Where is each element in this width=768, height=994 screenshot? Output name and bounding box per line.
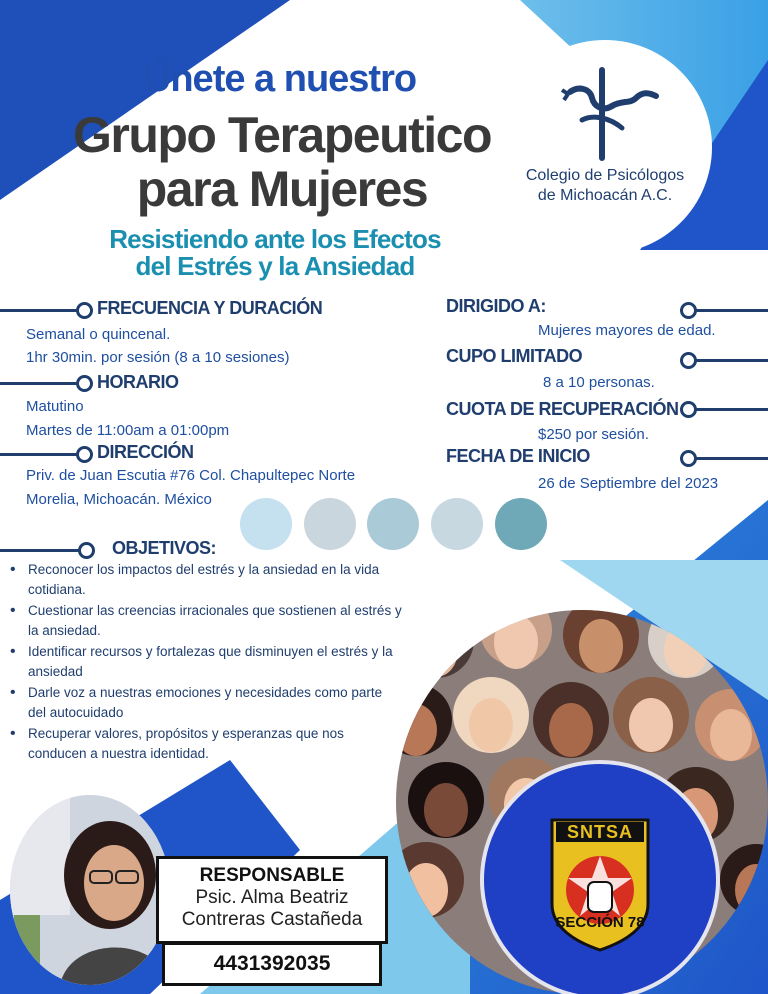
frecuencia-line2: 1hr 30min. por sesión (8 a 10 sesiones) xyxy=(26,349,290,366)
phone-number[interactable]: 4431392035 xyxy=(162,942,382,986)
frecuencia-line1: Semanal o quincenal. xyxy=(26,326,171,343)
decor-circle-3 xyxy=(367,498,419,550)
responsible-photo-image xyxy=(10,795,170,985)
decor-circle-5 xyxy=(495,498,547,550)
frecuencia-dot xyxy=(76,302,93,319)
frecuencia-title: FRECUENCIA Y DURACIÓN xyxy=(97,298,323,318)
horario-line xyxy=(0,382,80,385)
objetivo-item-2: • Cuestionar las creencias irracionales que sostienen al estrés y la ansiedad. xyxy=(10,601,402,641)
cupo-title: CUPO LIMITADO xyxy=(446,346,583,366)
responsable-name-line1: Psic. Alma Beatriz xyxy=(195,887,349,908)
logo-text xyxy=(498,166,712,206)
horario-dot xyxy=(76,375,93,392)
horario-line2: Martes de 11:00am a 01:00pm xyxy=(26,422,230,439)
fecha-title: FECHA DE INICIO xyxy=(446,446,590,466)
horario-title: HORARIO xyxy=(97,372,179,392)
objetivos-title: OBJETIVOS: xyxy=(112,538,217,558)
title-line3: para Mujeres xyxy=(136,161,428,217)
objetivo-item-3: • Identificar recursos y fortalezas que disminuyen el estrés y la ansiedad xyxy=(10,642,402,682)
cuota-value: $250 por sesión. xyxy=(538,426,649,443)
sntsa-section-text: SECCIÓN 78 xyxy=(555,914,645,931)
dirigido-value: Mujeres mayores de edad. xyxy=(538,322,716,339)
dirigido-line xyxy=(694,309,768,312)
responsable-box xyxy=(156,856,388,944)
cupo-value: 8 a 10 personas. xyxy=(543,374,655,391)
objetivos-dot xyxy=(78,542,95,559)
horario-line1: Matutino xyxy=(26,398,84,415)
cuota-line xyxy=(694,408,768,411)
logo-circle xyxy=(498,40,712,254)
objetivo-item-1: • Reconocer los impactos del estrés y la ansiedad en la vida cotidiana. xyxy=(10,560,402,600)
direccion-line2: Morelia, Michoacán. México xyxy=(26,491,212,508)
cupo-line xyxy=(694,359,768,362)
decor-circle-1 xyxy=(240,498,292,550)
responsible-photo xyxy=(10,795,170,985)
direccion-dot xyxy=(76,446,93,463)
subtitle xyxy=(70,226,480,280)
direccion-line1: Priv. de Juan Escutia #76 Col. Chapultepec Norte xyxy=(26,467,356,484)
sntsa-logo-circle xyxy=(480,760,720,994)
title-line2: Grupo Terapeutico xyxy=(72,107,492,163)
psychology-symbol-icon xyxy=(498,40,712,254)
dirigido-title: DIRIGIDO A: xyxy=(446,296,546,316)
objetivos-line xyxy=(0,549,82,552)
objetivos-list xyxy=(10,560,402,765)
subtitle-line2: del Estrés y la Ansiedad xyxy=(135,251,415,281)
title-line1: Únete a nuestro xyxy=(143,58,417,100)
logo-line2: de Michoacán A.C. xyxy=(537,187,673,204)
fecha-line xyxy=(694,457,768,460)
sntsa-logo-icon xyxy=(484,764,716,994)
title-main xyxy=(52,108,512,216)
objetivo-item-5: • Recuperar valores, propósitos y esperanzas que nos conducen a nuestra identidad. xyxy=(10,724,402,764)
sntsa-logo-text: SNTSA xyxy=(566,822,633,842)
decor-circle-2 xyxy=(304,498,356,550)
fecha-value: 26 de Septiembre del 2023 xyxy=(538,475,719,492)
direccion-line xyxy=(0,453,80,456)
frecuencia-line xyxy=(0,309,80,312)
objetivo-item-4: • Darle voz a nuestras emociones y necesidades como parte del autocuidado xyxy=(10,683,402,723)
responsable-name-line2: Contreras Castañeda xyxy=(181,909,363,930)
cuota-title: CUOTA DE RECUPERACIÓN xyxy=(446,399,679,419)
logo-line1: Colegio de Psicólogos xyxy=(525,167,685,184)
decor-circle-4 xyxy=(431,498,483,550)
subtitle-line1: Resistiendo ante los Efectos xyxy=(109,224,441,254)
direccion-title: DIRECCIÓN xyxy=(97,442,194,462)
responsable-title: RESPONSABLE xyxy=(199,865,345,886)
